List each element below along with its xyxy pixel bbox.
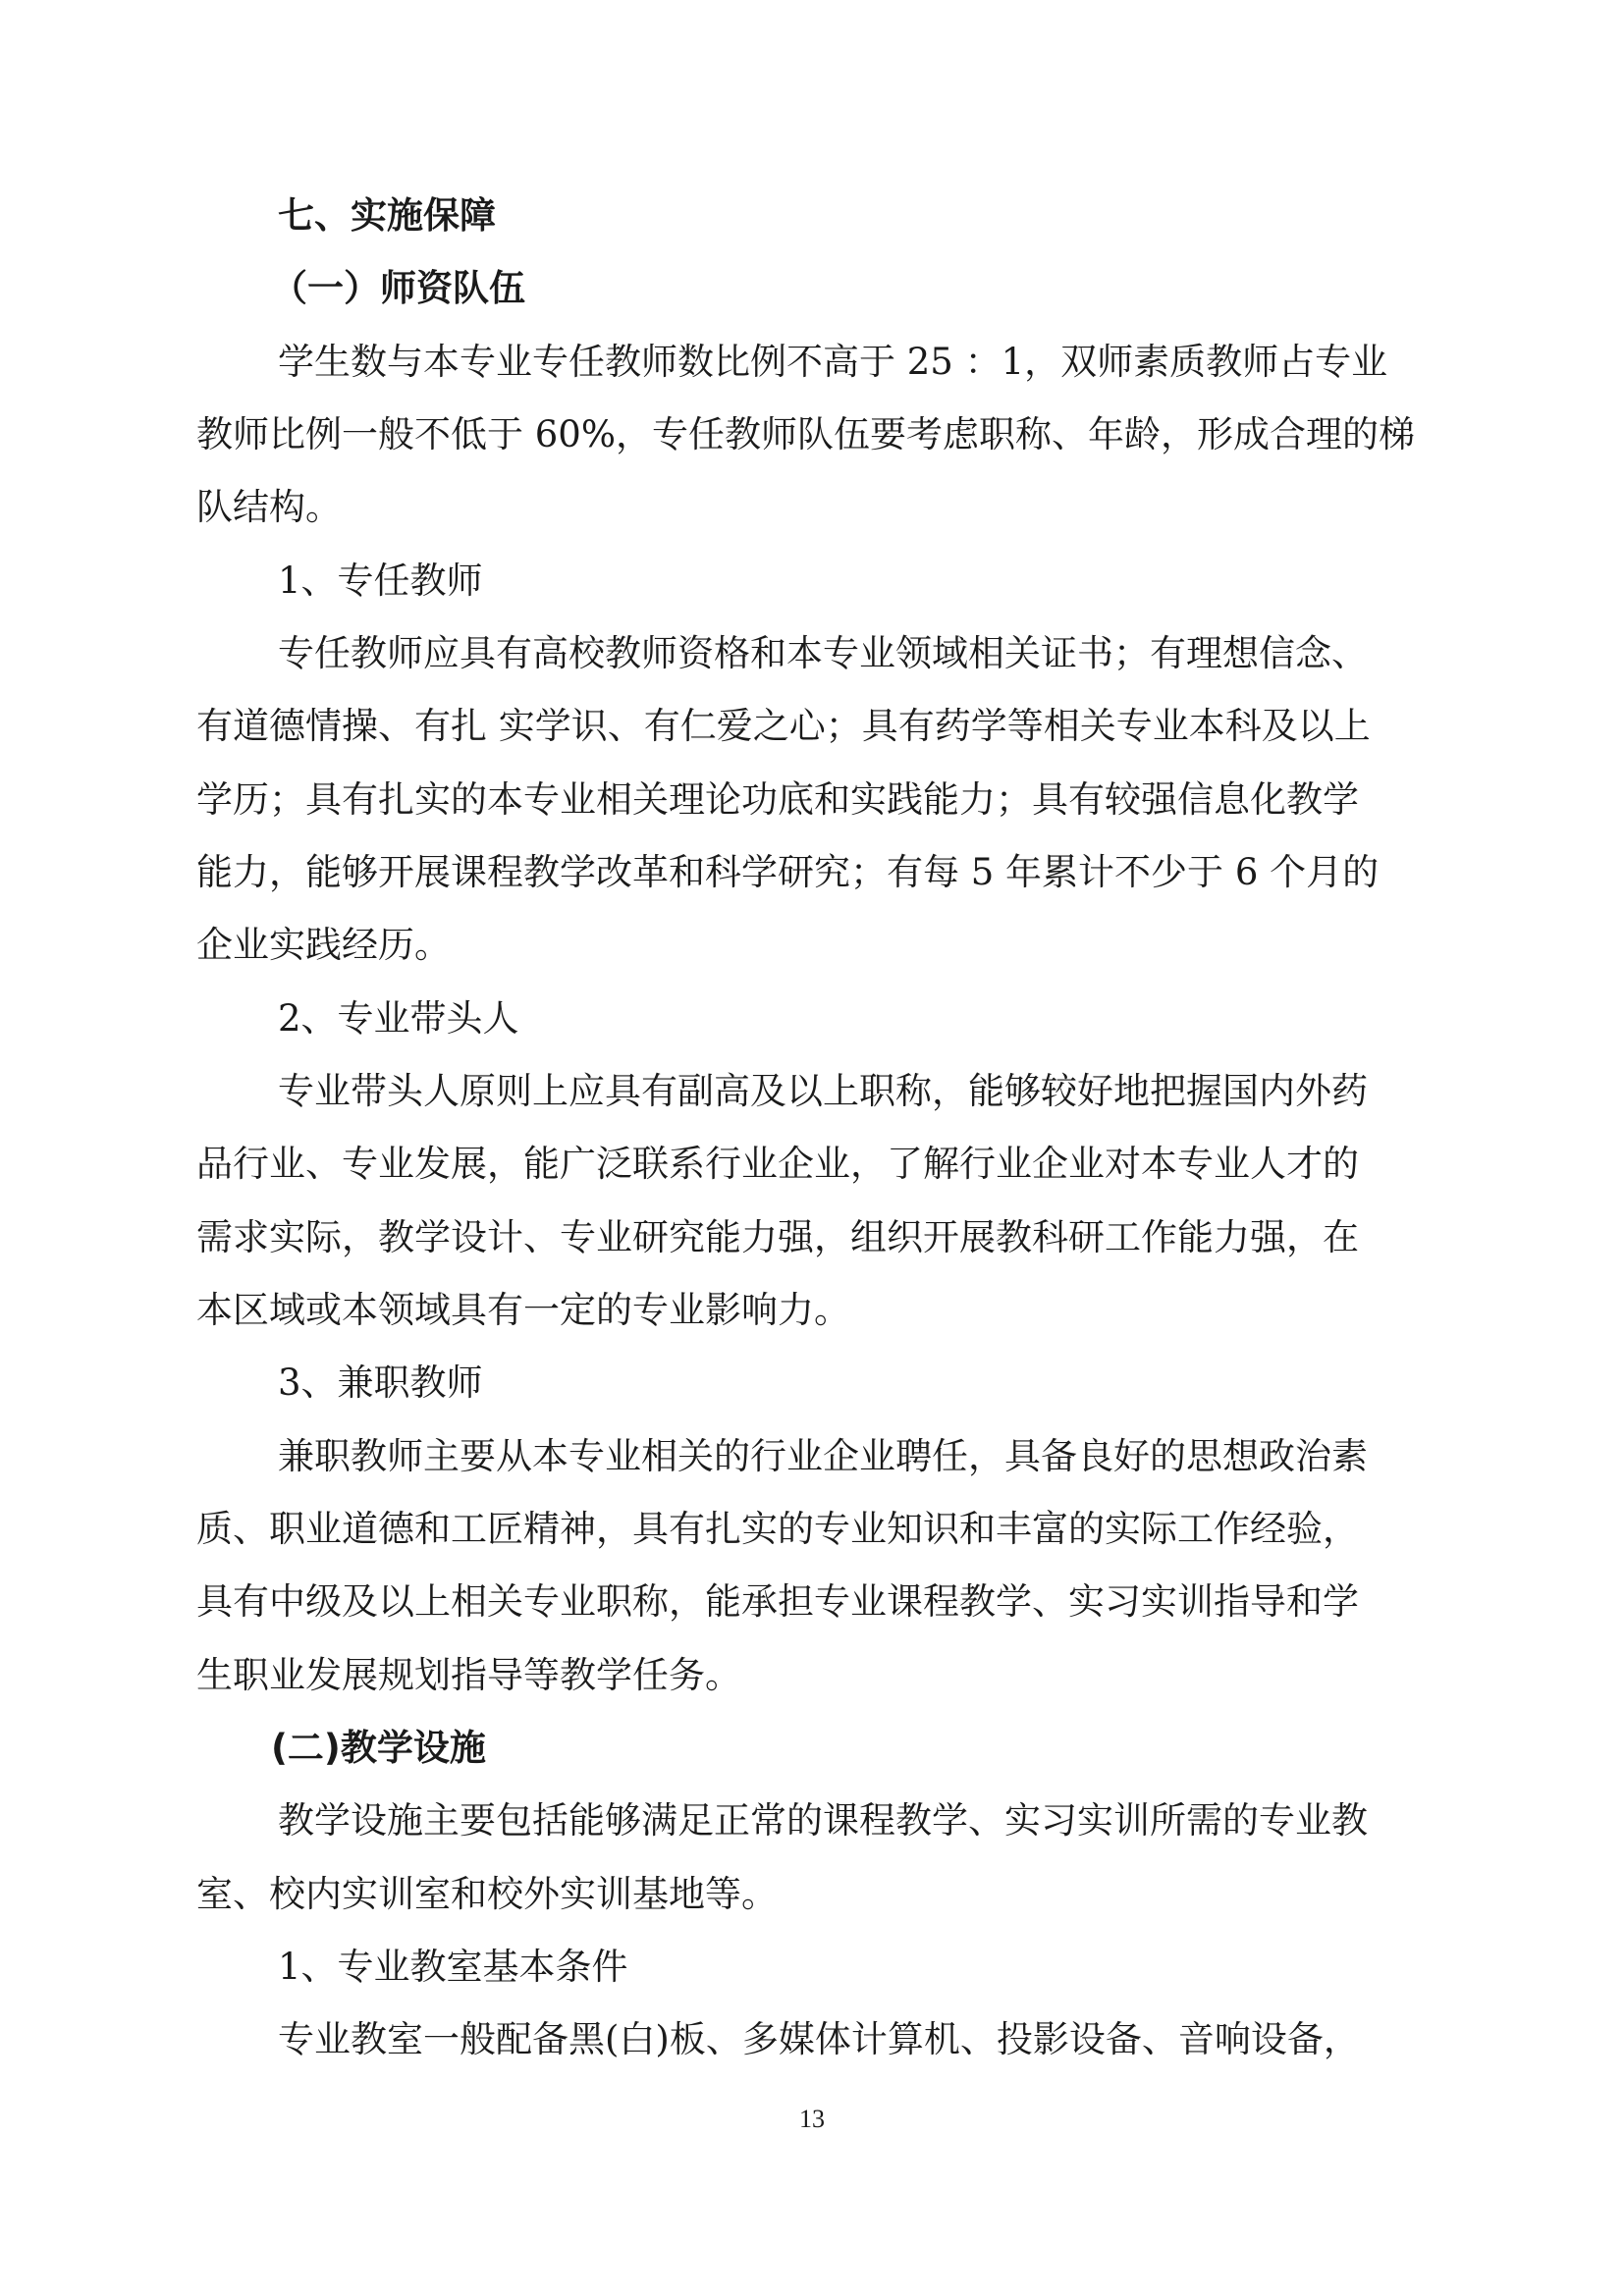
- paragraph-line: 兼职教师主要从本专业相关的行业企业聘任，具备良好的思想政治素: [278, 1435, 1368, 1477]
- paragraph-line: 质、职业道德和工匠精神，具有扎实的专业知识和丰富的实际工作经验，: [196, 1508, 1359, 1550]
- paragraph-line: 有道德情操、有扎 实学识、有仁爱之心；具有药学等相关专业本科及以上: [196, 705, 1371, 747]
- paragraph-line: 专业教室一般配备黑(白)板、多媒体计算机、投影设备、音响设备，: [278, 2018, 1360, 2060]
- paragraph-line: 需求实际，教学设计、专业研究能力强，组织开展教科研工作能力强，在: [196, 1216, 1359, 1258]
- paragraph-line: 企业实践经历。: [196, 924, 451, 966]
- paragraph-line: 专业带头人原则上应具有副高及以上职称，能够较好地把握国内外药: [278, 1070, 1368, 1112]
- item-title-fulltime-teachers: 1、专任教师: [278, 560, 483, 602]
- paragraph-line: 能力，能够开展课程教学改革和科学研究；有每 5 年累计不少于 6 个月的: [196, 851, 1380, 893]
- paragraph-line: 学历；具有扎实的本专业相关理论功底和实践能力；具有较强信息化教学: [196, 778, 1359, 821]
- paragraph-line: 专任教师应具有高校教师资格和本专业领域相关证书；有理想信念、: [278, 632, 1368, 674]
- paragraph-line: 队结构。: [196, 486, 342, 528]
- paragraph-line: 室、校内实训室和校外实训基地等。: [196, 1873, 778, 1915]
- paragraph-line: 教学设施主要包括能够满足正常的课程教学、实习实训所需的专业教: [278, 1799, 1368, 1842]
- item-title-program-leader: 2、专业带头人: [278, 997, 519, 1040]
- subsection-title-faculty: （一）师资队伍: [271, 267, 525, 309]
- item-title-classroom-conditions: 1、专业教室基本条件: [278, 1946, 628, 1988]
- paragraph-line: 生职业发展规划指导等教学任务。: [196, 1654, 741, 1696]
- paragraph-line: 教师比例一般不低于 60%，专任教师队伍要考虑职称、年龄，形成合理的梯: [196, 413, 1415, 455]
- paragraph-line: 本区域或本领域具有一定的专业影响力。: [196, 1289, 850, 1331]
- paragraph-line: 具有中级及以上相关专业职称，能承担专业课程教学、实习实训指导和学: [196, 1580, 1359, 1623]
- section-title: 七、实施保障: [278, 194, 496, 237]
- page-number: 13: [799, 2105, 825, 2133]
- subsection-title-facilities: (二)教学设施: [271, 1727, 486, 1769]
- paragraph-line: 品行业、专业发展，能广泛联系行业企业，了解行业企业对本专业人才的: [196, 1143, 1359, 1185]
- item-title-parttime-teachers: 3、兼职教师: [278, 1362, 483, 1404]
- paragraph-line: 学生数与本专业专任教师数比例不高于 25 ：1，双师素质教师占专业: [278, 341, 1388, 383]
